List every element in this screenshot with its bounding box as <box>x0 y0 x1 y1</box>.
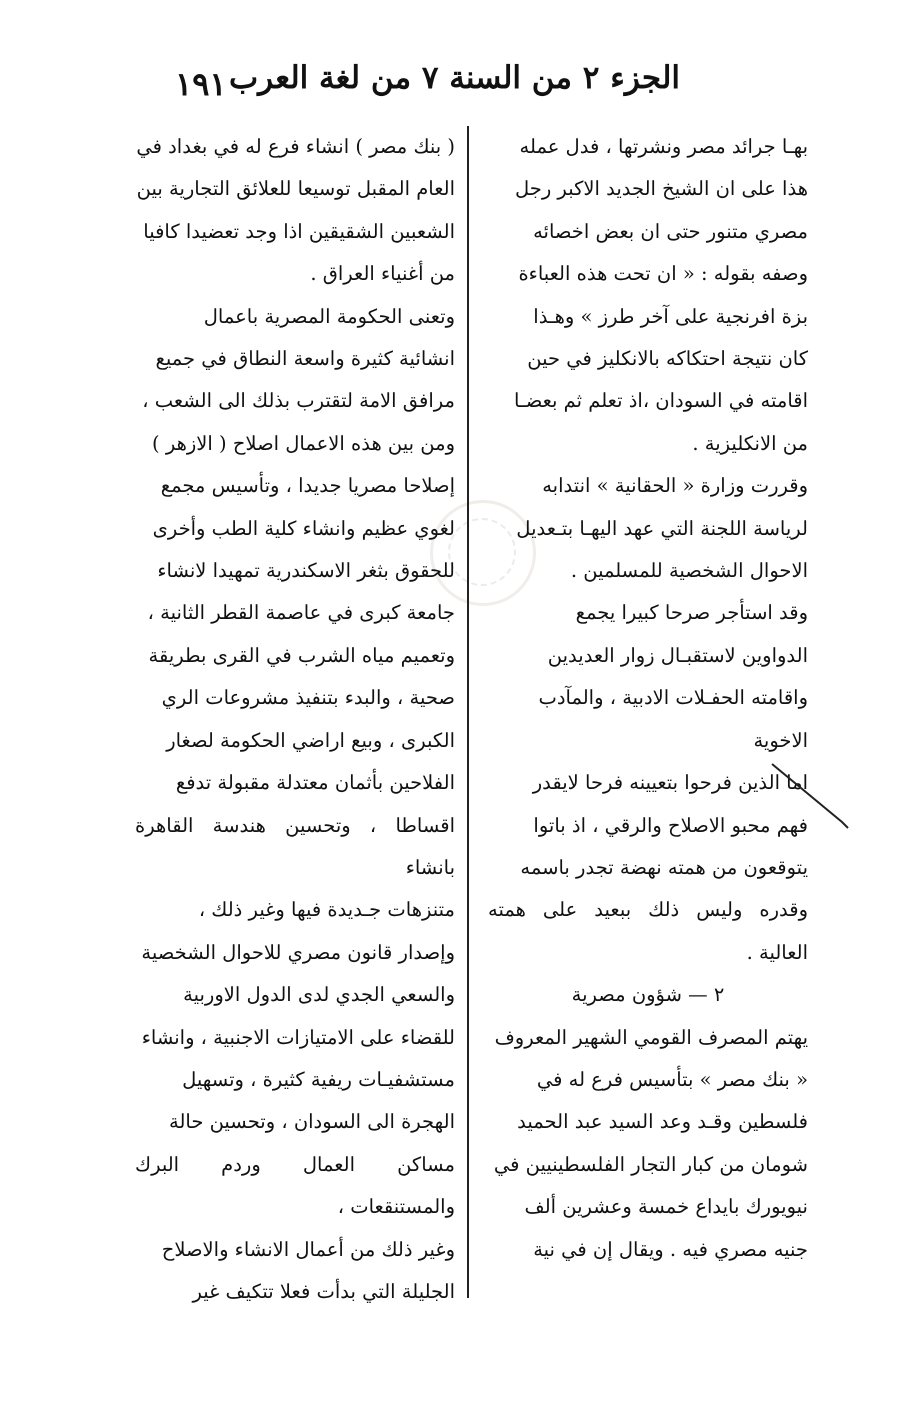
text-line: وتعميم مياه الشرب في القرى بطريقة <box>148 643 455 667</box>
text-line: الدواوين لاستقبـال زوار العديدين <box>547 643 808 667</box>
text-line: وقد استأجر صرحا كبيرا يجمع <box>575 601 808 625</box>
text-line: هذا على ان الشيخ الجديد الاكبر رجل <box>515 177 808 201</box>
text-line: إصلاحا مصريا جديدا ، وتأسيس مجمع <box>160 474 455 498</box>
running-head: الجزء ٢ من السنة ٧ من لغة العرب <box>228 60 680 96</box>
text-line: ( بنك مصر ) انشاء فرع له في بغداد في <box>136 135 455 158</box>
page-number: ١٩١ <box>175 65 227 103</box>
text-line: يتوقعون من همته نهضة تجدر باسمه <box>520 855 808 879</box>
annotation-mark-icon <box>770 762 850 830</box>
text-line: الهجرة الى السودان ، وتحسين حالة <box>168 1110 455 1134</box>
text-line: لرياسة اللجنة التي عهد اليهـا بتـعديل <box>516 516 808 540</box>
text-line: للحقوق بثغر الاسكندرية تمهيدا لانشاء <box>157 559 455 583</box>
left-column <box>135 126 455 1313</box>
right-column <box>488 126 808 1271</box>
text-line: فلسطين وقـد وعد السيد عبد الحميد <box>517 1110 808 1134</box>
text-line: الفلاحين بأثمان معتدلة مقبولة تدفع <box>175 771 455 795</box>
text-line: اقساطا ، وتحسين هندسة القاهرة بانشاء <box>135 813 455 879</box>
text-line: بزة افرنجية على آخر طرز » وهـذا <box>533 304 808 328</box>
text-line: يهتم المصرف القومي الشهير المعروف <box>494 1025 808 1049</box>
text-line: والسعي الجدي لدى الدول الاوربية <box>183 983 455 1007</box>
section-heading: ٢ — شؤون مصرية <box>571 983 725 1007</box>
text-line: الاحوال الشخصية للمسلمين . <box>570 559 808 583</box>
text-line: وغير ذلك من أعمال الانشاء والاصلاح <box>161 1237 455 1261</box>
column-divider <box>467 126 469 1298</box>
text-line: من الانكليزية . <box>692 431 808 455</box>
text-line: مستشفيـات ريفية كثيرة ، وتسهيل <box>182 1067 455 1091</box>
text-line: جامعة كبرى في عاصمة القطر الثانية ، <box>147 601 455 625</box>
text-line: مصري متنور حتى ان بعض اخصائه <box>533 219 808 243</box>
text-line: الجليلة التي بدأت فعلا تتكيف غير <box>192 1279 455 1303</box>
text-line: واقامته الحفـلات الادبية ، والمآدب <box>538 686 808 710</box>
text-line: وقررت وزارة « الحقانية » انتدابه <box>542 474 808 498</box>
text-line: من أغنياء العراق . <box>310 262 455 286</box>
text-line: مرافق الامة لتقترب بذلك الى الشعب ، <box>142 389 455 413</box>
text-line: صحية ، والبدء بتنفيذ مشروعات الري <box>161 686 455 710</box>
text-line: فهم محبو الاصلاح والرقي ، اذ باتوا <box>533 813 808 837</box>
text-line: وإصدار قانون مصري للاحوال الشخصية <box>141 940 455 964</box>
text-line: للقضاء على الامتيازات الاجنبية ، وانشاء <box>141 1025 455 1049</box>
text-line: الكبرى ، وبيع اراضي الحكومة لصغار <box>166 728 455 752</box>
text-line: نيويورك بايداع خمسة وعشرين ألف <box>524 1195 808 1219</box>
text-line: الشعبين الشقيقين اذا وجد تعضيدا كافيا <box>143 219 455 243</box>
text-line: جنيه مصري فيه . ويقال إن في نية <box>533 1237 808 1261</box>
text-line: بهـا جرائد مصر ونشرتها ، فدل عمله <box>519 135 808 158</box>
text-line: شومان من كبار التجار الفلسطينيين في <box>493 1152 808 1176</box>
text-line: لغوي عظيم وانشاء كلية الطب وأخرى <box>152 516 455 540</box>
text-line: وصفه بقوله : « ان تحت هذه العباءة <box>518 262 808 286</box>
text-line: وتعنى الحكومة المصرية باعمال <box>203 304 455 328</box>
text-line: انشائية كثيرة واسعة النطاق في جميع <box>155 347 455 371</box>
text-line: الاخوية <box>753 728 808 752</box>
text-line: وقدره وليس ذلك ببعيد على همته العالية . <box>488 898 808 964</box>
text-line: متنزهات جـديدة فيها وغير ذلك ، <box>198 898 455 922</box>
text-line: كان نتيجة احتكاكه بالانكليز في حين <box>527 347 808 371</box>
text-line: « بنك مصر » بتأسيس فرع له في <box>536 1067 808 1091</box>
text-line: ومن بين هذه الاعمال اصلاح ( الازهر ) <box>152 431 455 455</box>
text-line: مساكن العمال وردم البرك والمستنقعات ، <box>135 1152 455 1219</box>
text-line: اما الذين فرحوا بتعيينه فرحا لايقدر <box>532 771 808 795</box>
text-line: العام المقبل توسيعا للعلائق التجارية بين <box>136 177 455 201</box>
text-line: اقامته في السودان ،اذ تعلم ثم بعضـا <box>514 389 808 413</box>
